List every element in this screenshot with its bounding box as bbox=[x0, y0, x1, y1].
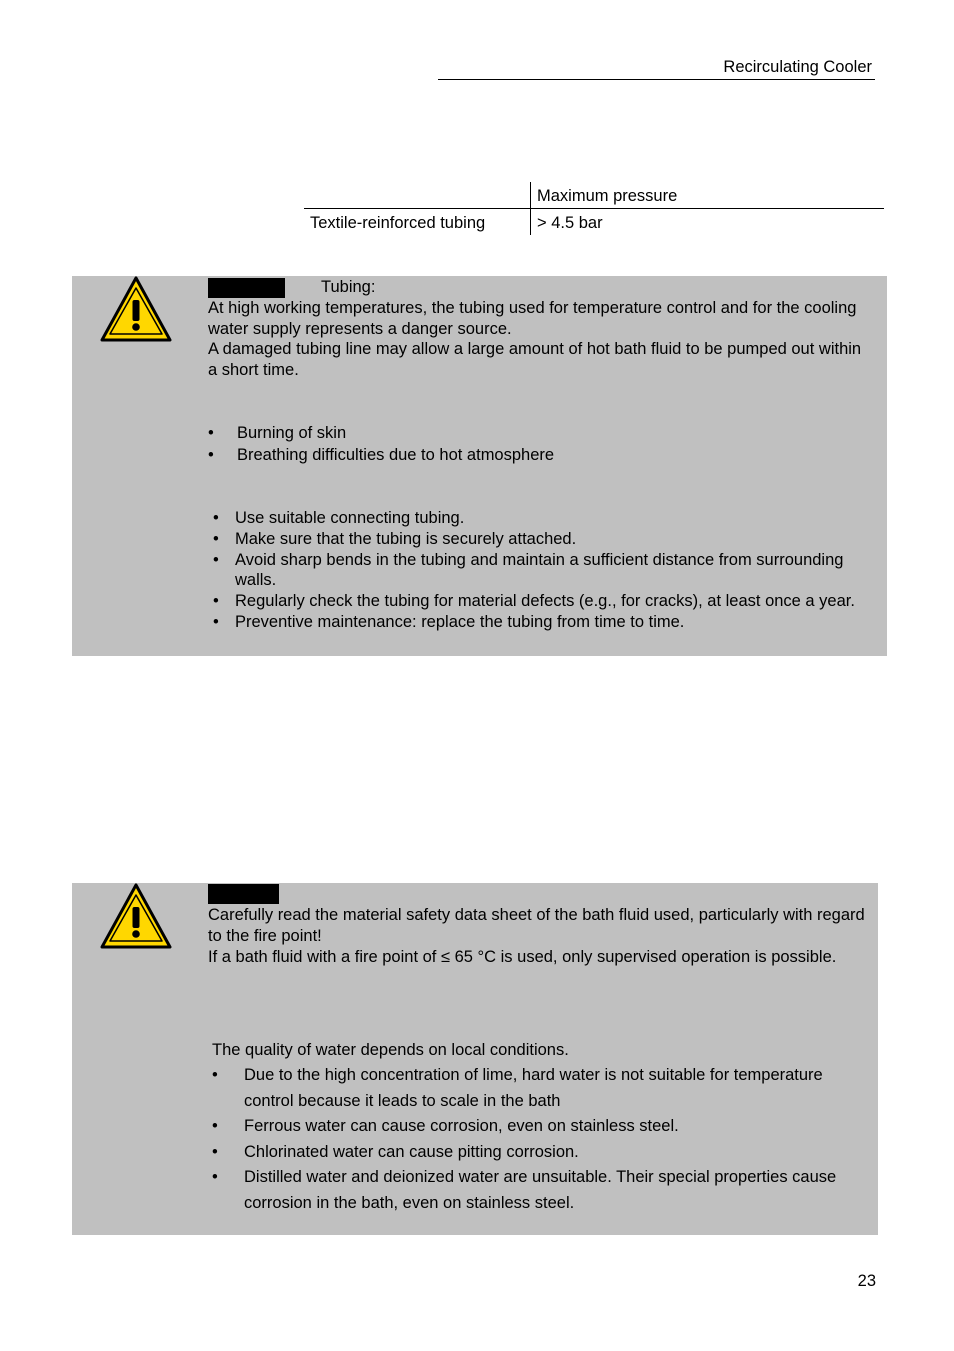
list-item: • Use suitable connecting tubing. bbox=[213, 509, 465, 527]
bullet-icon: • bbox=[213, 529, 219, 548]
water-quality-intro: The quality of water depends on local conditions. bbox=[212, 1041, 569, 1059]
header-rule bbox=[438, 79, 875, 80]
tubing-pressure-table bbox=[304, 182, 884, 236]
bullet-icon: • bbox=[208, 424, 214, 442]
warning-box-bath-fluid bbox=[72, 883, 878, 1235]
redacted-signal-word bbox=[208, 884, 279, 904]
list-item: • Distilled water and deionized water are unsuitable. Their special properties cause corrosion in the bath, even on stainless steel. bbox=[212, 1165, 872, 1216]
bullet-icon: • bbox=[212, 1117, 218, 1136]
warning-paragraph: If a bath fluid with a fire point of ≤ 65 °C is used, only supervised operation is possible. bbox=[208, 948, 837, 966]
list-item: • Regularly check the tubing for material defects (e.g., for cracks), at least once a year. bbox=[213, 592, 855, 611]
list-item: • Chlorinated water can cause pitting corrosion. bbox=[212, 1140, 872, 1166]
redacted-signal-word bbox=[208, 278, 285, 298]
warning-paragraph: Carefully read the material safety data sheet of the bath fluid used, particularly with regard to the fire point! bbox=[208, 906, 865, 945]
bullet-icon: • bbox=[212, 1168, 218, 1187]
list-item: • Breathing difficulties due to hot atmosphere bbox=[208, 446, 555, 465]
bullet-icon: • bbox=[213, 550, 219, 569]
bullet-icon: • bbox=[208, 446, 214, 465]
warning-heading: Tubing: bbox=[321, 278, 376, 296]
bullet-icon: • bbox=[213, 509, 219, 527]
bullet-icon: • bbox=[213, 592, 219, 611]
table-row-value: > 4.5 bar bbox=[537, 214, 603, 232]
warning-box-tubing bbox=[72, 276, 887, 656]
consequence-list bbox=[208, 423, 858, 466]
warning-triangle-icon bbox=[100, 276, 172, 342]
page-number: 23 bbox=[857, 1272, 876, 1290]
bullet-icon: • bbox=[212, 1066, 218, 1084]
list-item: • Due to the high concentration of lime, hard water is not suitable for temperature control because it leads to scale in the bath bbox=[212, 1063, 872, 1114]
table-header-rule bbox=[304, 208, 884, 209]
bullet-icon: • bbox=[213, 612, 219, 631]
list-item: • Preventive maintenance: replace the tubing from time to time. bbox=[213, 612, 685, 631]
warning-paragraph: A damaged tubing line may allow a large amount of hot bath fluid to be pumped out within a short time. bbox=[208, 340, 862, 379]
warning-paragraph: At high working temperatures, the tubing used for temperature control and for the cooling water supply represents a danger source. bbox=[208, 299, 857, 338]
bullet-icon: • bbox=[212, 1142, 218, 1161]
measures-list bbox=[213, 508, 873, 633]
running-header: Recirculating Cooler bbox=[723, 58, 872, 76]
list-item: • Ferrous water can cause corrosion, even on stainless steel. bbox=[212, 1114, 872, 1140]
list-item: • Burning of skin bbox=[208, 424, 347, 442]
list-item: • Make sure that the tubing is securely attached. bbox=[213, 529, 577, 548]
water-quality-list bbox=[212, 1063, 872, 1217]
table-row-label: Textile-reinforced tubing bbox=[310, 214, 486, 232]
warning-triangle-icon bbox=[100, 883, 172, 949]
table-header-max-pressure: Maximum pressure bbox=[537, 187, 678, 205]
list-item: • Avoid sharp bends in the tubing and maintain a sufficient distance from surrounding walls. bbox=[213, 550, 844, 590]
